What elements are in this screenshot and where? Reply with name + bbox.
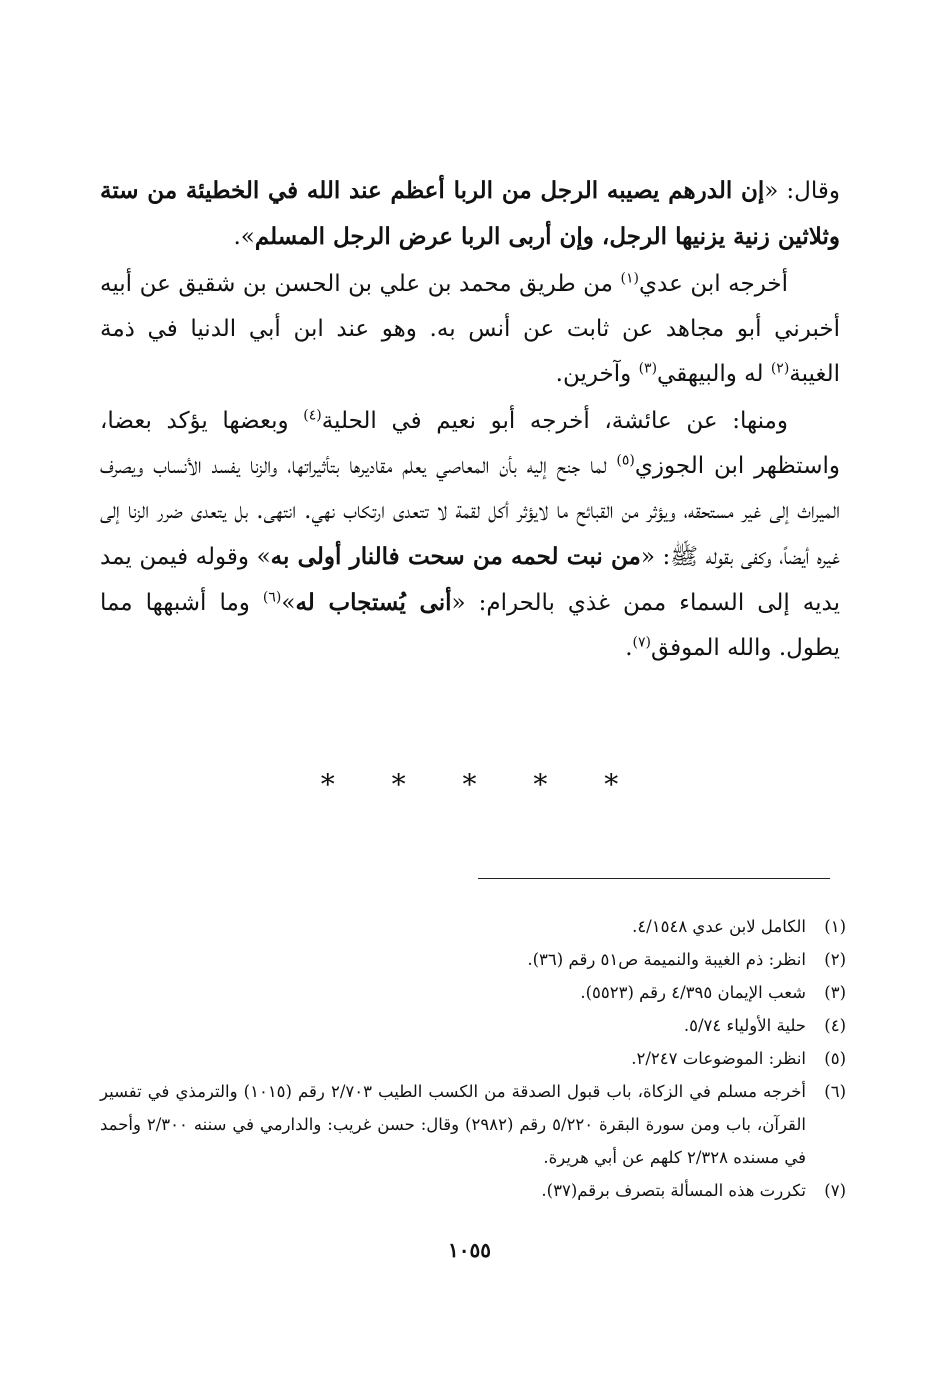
footnote-item bbox=[100, 1042, 846, 1075]
main-text bbox=[100, 168, 840, 671]
footnote-item bbox=[100, 1174, 846, 1207]
text-span: وقال: « bbox=[764, 178, 840, 204]
footnote-item bbox=[100, 910, 846, 943]
page-number: ١٠٥٥ bbox=[448, 1238, 491, 1262]
footnote-item bbox=[100, 976, 846, 1009]
footnote-number: (٣) bbox=[824, 983, 846, 1002]
footnote-text: شعب الإيمان ٤/٣٩٥ رقم (٥٥٢٣). bbox=[580, 983, 806, 1002]
footnote-ref[interactable]: (١) bbox=[620, 270, 639, 287]
footnote-text: أخرجه مسلم في الزكاة، باب قبول الصدقة من الكسب الطيب ٢/٧٠٣ رقم (١٠١٥) والترمذي في تفسير القرآن، باب ومن سورة البقرة ٥/٢٢٠ رقم (٢٩٨٢) وقال: حسن غريب: والدارمي في سننه ٢/٣٠٠ وأحمد في مسنده ٢/٣٢٨ كلهم عن أبي هريرة. bbox=[100, 1082, 807, 1167]
footnote-item bbox=[100, 943, 846, 976]
footnote-number: (٦) bbox=[824, 1082, 846, 1101]
footnote-text: انظر: ذم الغيبة والنميمة ص٥١ رقم (٣٦). bbox=[527, 950, 806, 969]
text-span: وآخرين. bbox=[555, 361, 639, 387]
footnote-divider bbox=[478, 878, 830, 879]
footnote-ref[interactable]: (٧) bbox=[632, 634, 651, 651]
paragraph-hadith bbox=[100, 168, 840, 260]
footnote-ref[interactable]: (٣) bbox=[638, 360, 658, 377]
footnote-item bbox=[100, 1009, 846, 1042]
footnote-text: انظر: الموضوعات ٢/٢٤٧. bbox=[631, 1049, 806, 1068]
hadith-quote: أنى يُستجاب له bbox=[295, 589, 452, 616]
footnote-number: (٢) bbox=[824, 950, 846, 969]
text-span: وما أشبهها مما يطول. والله الموفق bbox=[100, 590, 840, 661]
text-span: أخرجه ابن عدي bbox=[639, 271, 788, 297]
footnote-number: (٧) bbox=[824, 1181, 846, 1200]
text-span: » bbox=[281, 590, 296, 616]
footnote-number: (٥) bbox=[824, 1049, 846, 1068]
text-span: وبعضها يؤكد بعضا، واستظهر ابن الجوزي bbox=[100, 408, 840, 479]
text-span: من طريق محمد بن علي بن الحسن بن شقيق عن أبيه أخبرني أبو مجاهد عن ثابت عن أنس به. وهو عند ابن أبي الدنيا في ذمة الغيبة bbox=[100, 271, 840, 387]
text-span: لما جنح إليه بأن المعاصي يعلم مقاديرها بتأثيراتها، والزنا يفسد الأنساب ويصرف الميراث إلى غير مستحقه، ويؤثر من القبائح ما لايؤثر أكل لقمة لا تتعدى ارتكاب نهي. انتهى. بل يتعدى ضرر الزنا إلى غيره أيضاً، وكفى بقوله ﷺ: « bbox=[100, 453, 841, 570]
footnote-item bbox=[100, 1075, 846, 1174]
section-separator: * * * * * bbox=[320, 768, 643, 801]
text-span: ». bbox=[233, 224, 255, 250]
hadith-quote: إن الدرهم يصيبه الرجل من الربا أعظم عند الله في الخطيئة من ستة وثلاثين زنية يزنيها الرجل، وإن أربى الربا عرض الرجل المسلم bbox=[100, 177, 840, 250]
text-span: » وقوله فيمن يمد يديه إلى السماء ممن غذي بالحرام: « bbox=[100, 544, 840, 616]
footnote-ref[interactable]: (٦) bbox=[262, 589, 282, 606]
footnote-text: تكررت هذه المسألة بتصرف برقم(٣٧). bbox=[541, 1181, 806, 1200]
footnote-ref[interactable]: (٤) bbox=[303, 407, 322, 424]
text-span: له والبيهقي bbox=[657, 361, 771, 387]
footnote-text: حلية الأولياء ٥/٧٤. bbox=[683, 1016, 806, 1035]
hadith-quote: من نبت لحمه من سحت فالنار أولى به bbox=[270, 543, 641, 570]
paragraph-takhrij bbox=[100, 262, 840, 397]
footnote-number: (١) bbox=[824, 917, 846, 936]
text-span: . bbox=[625, 635, 633, 661]
footnote-number: (٤) bbox=[824, 1016, 846, 1035]
footnote-ref[interactable]: (٢) bbox=[770, 360, 790, 377]
footnotes bbox=[100, 910, 846, 1207]
paragraph-discussion bbox=[100, 399, 840, 671]
text-span: ومنها: عن عائشة، أخرجه أبو نعيم في الحلية bbox=[321, 408, 788, 434]
footnote-text: الكامل لابن عدي ٤/١٥٤٨. bbox=[632, 917, 806, 936]
footnote-ref[interactable]: (٥) bbox=[616, 452, 635, 469]
